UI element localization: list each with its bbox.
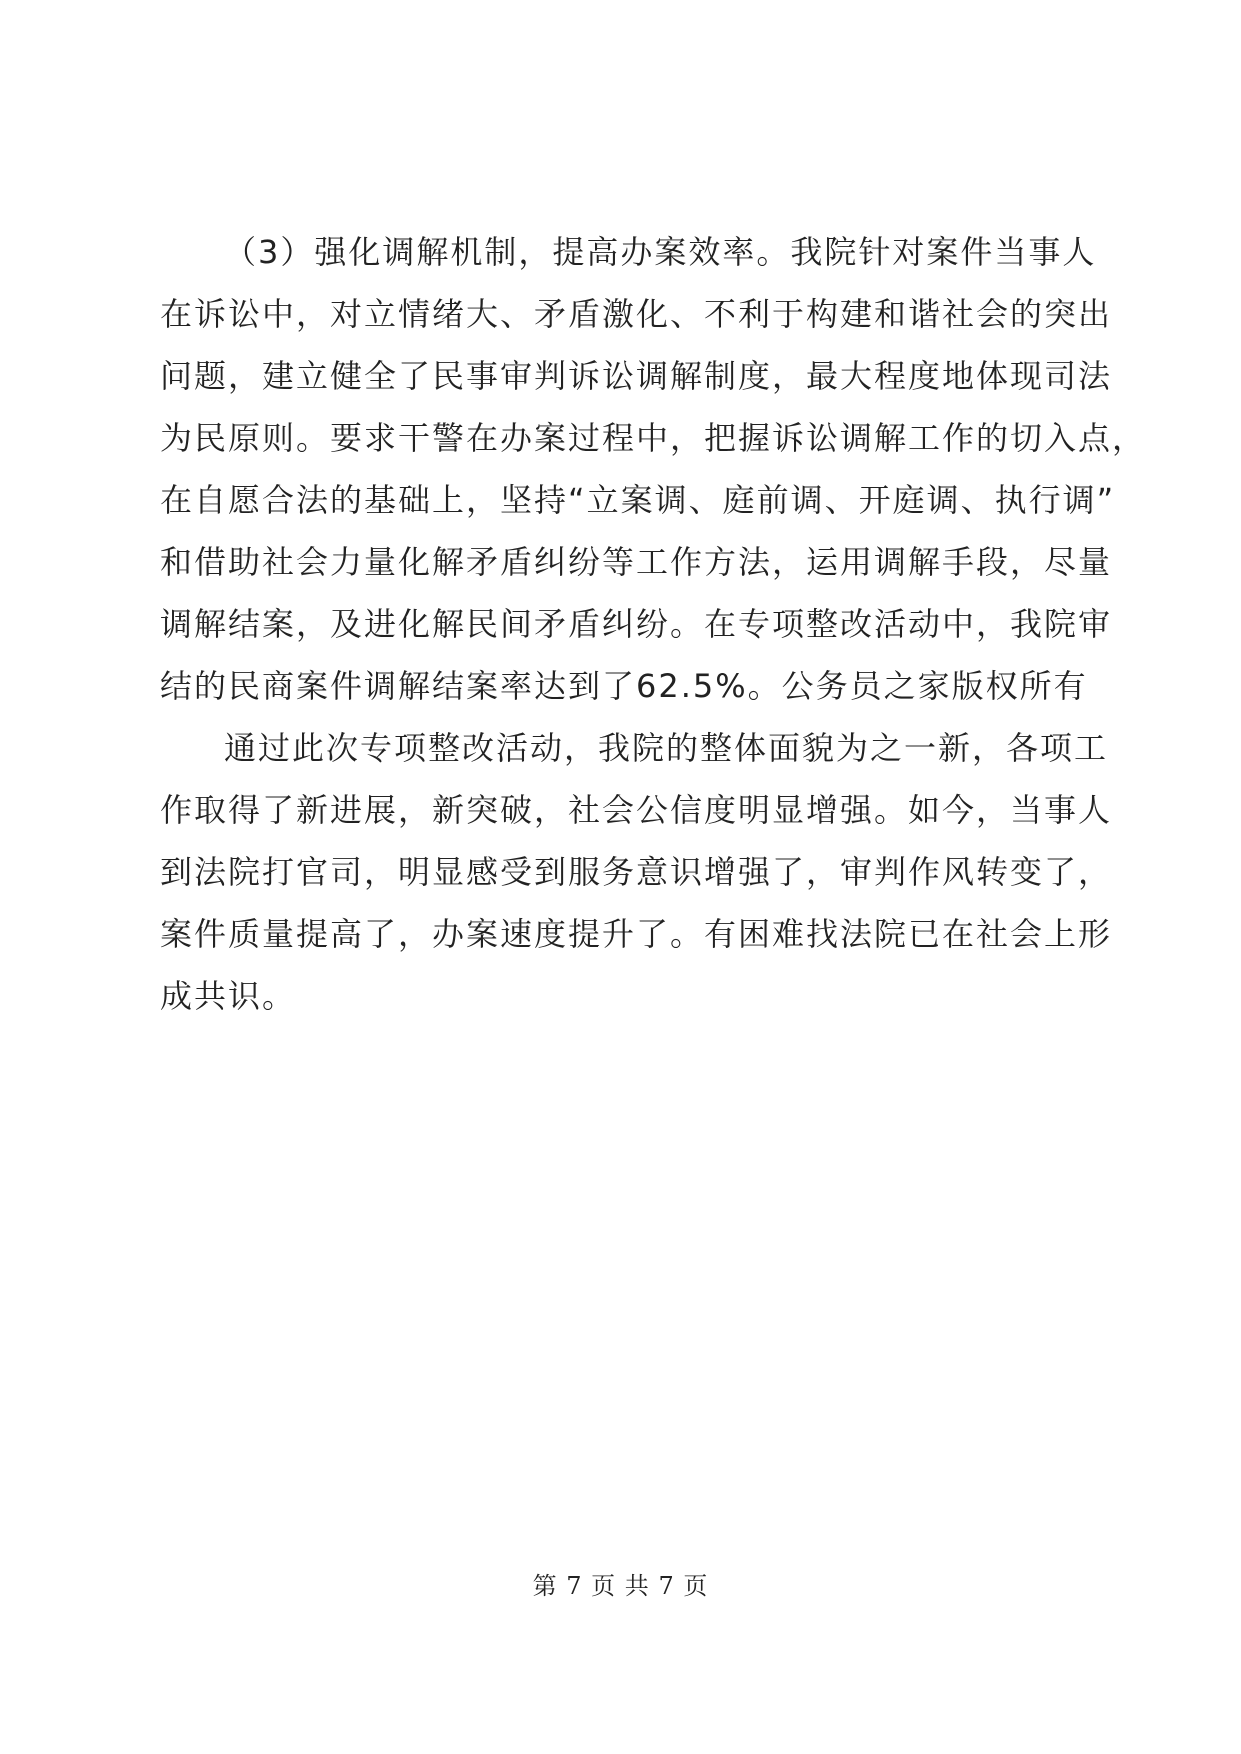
paragraph-line: 结的民商案件调解结案率达到了62.5%。公务员之家版权所有 [160, 667, 1088, 705]
paragraph-line: 在诉讼中，对立情绪大、矛盾激化、不利于构建和谐社会的突出 [160, 295, 1113, 333]
page-number-footer: 第 7 页 共 7 页 [532, 1572, 709, 1600]
paragraph-line: 在自愿合法的基础上，坚持“立案调、庭前调、开庭调、执行调” [160, 481, 1116, 519]
paragraph-mediation [160, 228, 1147, 710]
paragraph-line: 作取得了新进展，新突破，社会公信度明显增强。如今，当事人 [160, 791, 1113, 829]
document-body [160, 228, 1147, 1034]
paragraph-line: （3）强化调解机制，提高办案效率。我院针对案件当事人 [224, 233, 1097, 271]
paragraph-line: 为民原则。要求干警在办案过程中，把握诉讼调解工作的切入点， [160, 419, 1147, 457]
paragraph-line: 调解结案，及进化解民间矛盾纠纷。在专项整改活动中，我院审 [160, 605, 1113, 643]
paragraph-line: 问题，建立健全了民事审判诉讼调解制度，最大程度地体现司法 [160, 357, 1113, 395]
paragraph-line: 通过此次专项整改活动，我院的整体面貌为之一新，各项工 [224, 729, 1109, 767]
paragraph-conclusion [160, 724, 1113, 1020]
paragraph-line: 和借助社会力量化解矛盾纠纷等工作方法，运用调解手段，尽量 [160, 543, 1113, 581]
paragraph-line: 成共识。 [160, 977, 297, 1015]
paragraph-line: 案件质量提高了，办案速度提升了。有困难找法院已在社会上形 [160, 915, 1113, 953]
paragraph-line: 到法院打官司，明显感受到服务意识增强了，审判作风转变了， [160, 853, 1113, 891]
